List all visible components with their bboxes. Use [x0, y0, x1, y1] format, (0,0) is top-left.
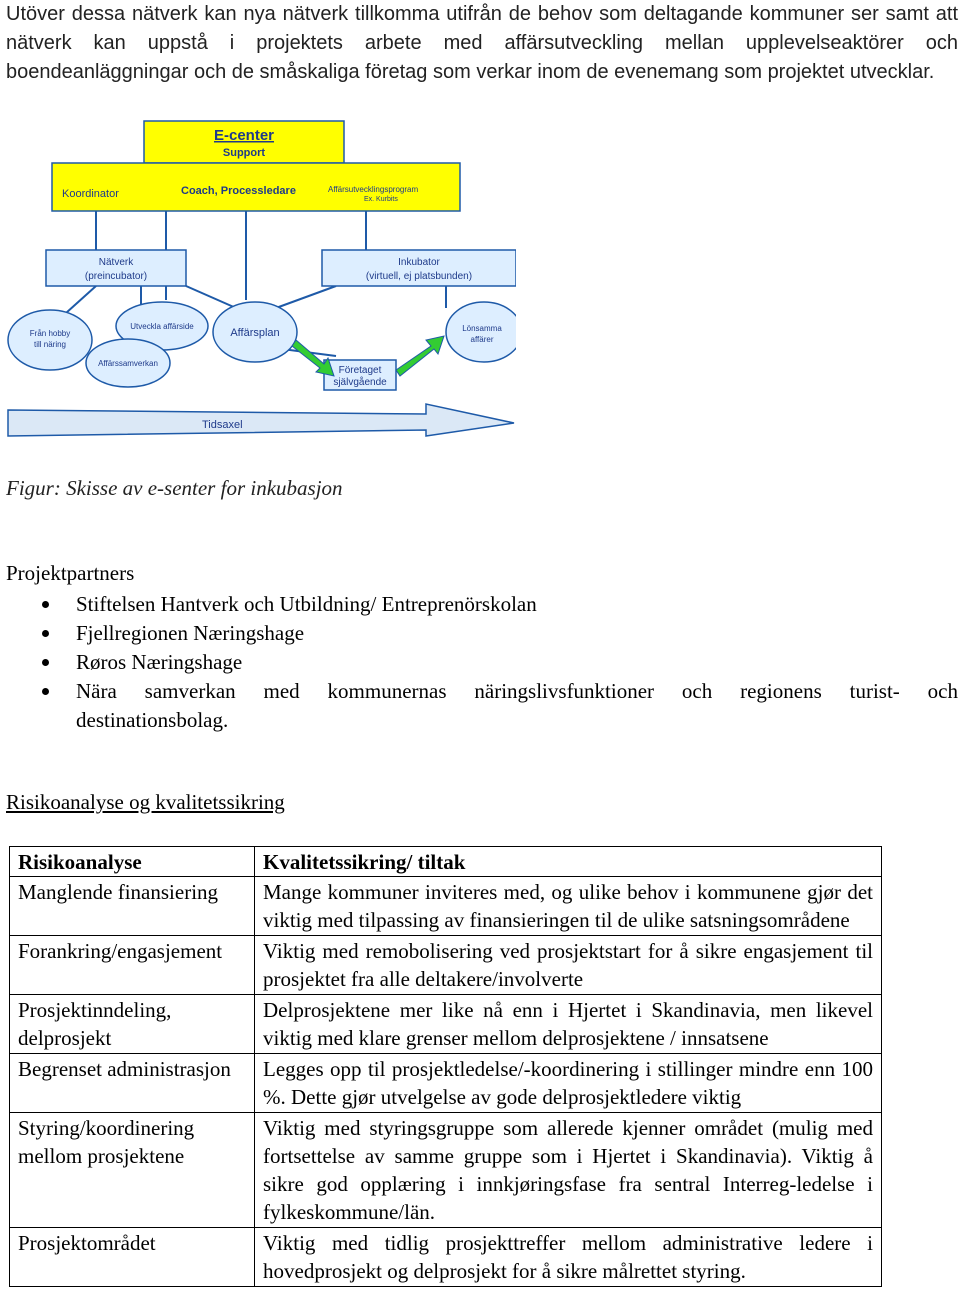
- risk-cell: Forankring/engasjement: [10, 936, 255, 995]
- bullet-icon: [42, 630, 49, 637]
- table-row: [10, 1113, 882, 1228]
- foretaget-label: Företaget: [338, 365, 382, 376]
- measure-cell: Delprosjektene mer like nå enn i Hjertet i Skandinavia, men likevel viktig med klare grenser mellom delprosjektene / innsatsene: [255, 995, 882, 1054]
- partners-title: Projektpartners: [6, 561, 135, 585]
- measure-cell: Viktig med tidlig prosjekttreffer mellom administrative ledere i hovedprosjekt og delprosjekt for å sikre målrettet styring.: [255, 1228, 882, 1287]
- e-center-title: E-center: [213, 127, 275, 144]
- foretaget-sub: självgående: [333, 377, 387, 388]
- measure-cell: Mange kommuner inviteres med, og ulike behov i kommunene gjør det viktig med tilpassing av finansieringen til de ulike satsningsområdene: [255, 877, 882, 936]
- coach-label: Coach, Processledare: [181, 185, 296, 197]
- program-label: Affärsutvecklingsprogram: [328, 185, 419, 194]
- measure-cell: Viktig med remobolisering ved prosjektstart for å sikre engasjement til prosjektet fra alle deltakere/involverte: [255, 936, 882, 995]
- hobby-sub: till näring: [33, 340, 67, 349]
- list-item: [6, 648, 958, 677]
- affarsplan-label: Affärsplan: [230, 327, 280, 339]
- risk-cell: Begrenset administrasjon: [10, 1054, 255, 1113]
- bullet-icon: [42, 659, 49, 666]
- table-row: [10, 936, 882, 995]
- table-row: [10, 995, 882, 1054]
- e-center-support: Support: [222, 147, 266, 159]
- natverk-sub: (preincubator): [84, 271, 148, 282]
- risk-cell: Prosjektinndeling, delprosjekt: [10, 995, 255, 1054]
- table-header-cell: Risikoanalyse: [10, 847, 255, 877]
- intro-line: nätverk kan uppstå i projektets arbete med affärsutveckling mellan upplevelseaktörer och: [6, 32, 958, 54]
- risk-cell: Styring/koordinering mellom prosjektene: [10, 1113, 255, 1228]
- affarssamverkan-label: Affärssamverkan: [98, 359, 158, 368]
- partners-list: [6, 590, 958, 735]
- intro-line: Utöver dessa nätverk kan nya nätverk tillkomma utifrån de behov som deltagande kommuner ser samt att: [6, 3, 958, 25]
- koordinator-label: Koordinator: [62, 188, 119, 200]
- figure-caption: Figur: Skisse av e-senter for inkubasjon: [6, 476, 343, 500]
- inkubator-label: Inkubator: [398, 257, 440, 268]
- lonsamma-label: Lönsamma: [462, 324, 502, 333]
- partner-label: Stiftelsen Hantverk och Utbildning/ Entreprenörskolan: [76, 592, 537, 616]
- list-item: [6, 677, 958, 735]
- table-row: [10, 1054, 882, 1113]
- hobby-label: Från hobby: [29, 329, 71, 338]
- lonsamma-sub: affärer: [470, 335, 494, 344]
- table-header-row: [10, 847, 882, 877]
- partner-label-cont: destinationsbolag.: [76, 708, 229, 732]
- risk-cell: Manglende finansiering: [10, 877, 255, 936]
- partner-label: Fjellregionen Næringshage: [76, 621, 305, 645]
- table-row: [10, 877, 882, 936]
- list-item: [6, 619, 958, 648]
- intro-line: boendeanläggningar och de småskaliga företag som verkar inom de evenemang som projektet utvecklar.: [6, 61, 935, 83]
- measure-cell: Legges opp til prosjektledelse/-koordinering i stillinger mindre enn 100 %. Dette gjør utvelgelse av gode delprosjektledere viktig: [255, 1054, 882, 1113]
- risk-cell: Prosjektområdet: [10, 1228, 255, 1287]
- bullet-icon: [42, 601, 49, 608]
- program-example: Ex. Kurbits: [364, 196, 398, 203]
- utveckla-label: Utveckla affärside: [130, 322, 194, 331]
- timeline-arrow: [8, 404, 514, 436]
- inkubator-sub: (virtuell, ej platsbunden): [365, 271, 473, 282]
- list-item: [6, 590, 958, 619]
- partner-label: Nära samverkan med kommunernas näringslivsfunktioner och regionens turist- och: [76, 679, 958, 703]
- tidsaxel-label: Tidsaxel: [202, 419, 243, 431]
- e-center-figure: [6, 118, 516, 438]
- table-row: [10, 1228, 882, 1287]
- table-header-cell: Kvalitetssikring/ tiltak: [255, 847, 882, 877]
- measure-cell: Viktig med styringsgruppe som allerede kjenner området (mulig med fortsettelse av samme gruppe som i Hjertet i Skandinavia). Viktig å sikre god opplæring i innkjøringsfase fra sentral Interreg-ledelse i fylkeskommune/län.: [255, 1113, 882, 1228]
- bullet-icon: [42, 688, 49, 695]
- intro-paragraph: [6, 0, 958, 87]
- natverk-label: Nätverk: [98, 257, 134, 268]
- risk-table: [9, 846, 882, 1287]
- risk-section-title: Risikoanalyse og kvalitetssikring: [6, 790, 285, 814]
- partner-label: Røros Næringshage: [76, 650, 243, 674]
